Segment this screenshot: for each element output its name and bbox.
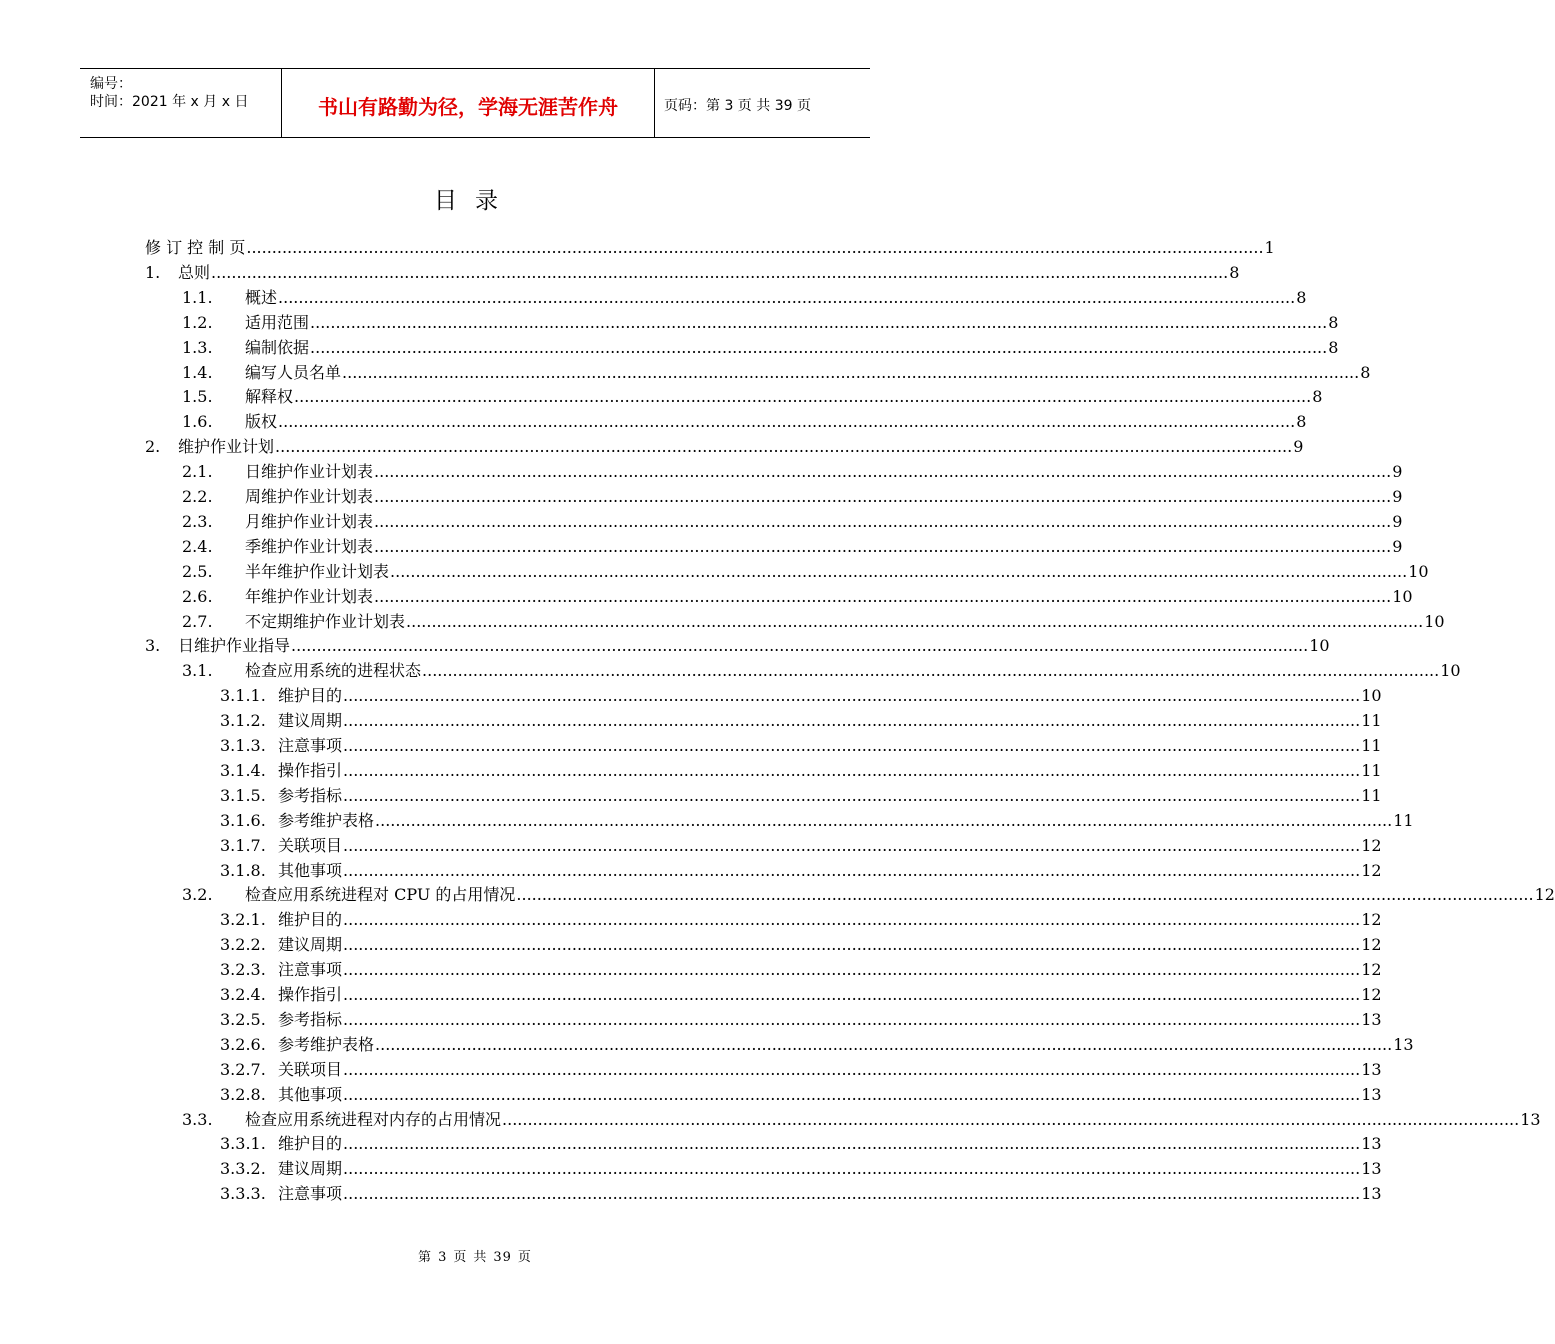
toc-entry-number: 1.3. xyxy=(182,337,213,357)
toc-entry-page-number: 8 xyxy=(1296,287,1307,307)
toc-entry-page-number: 13 xyxy=(1361,1159,1382,1179)
toc-dot-leader: ........................................................................................................................................................................................................ xyxy=(291,636,1309,656)
toc-entry-number: 3.1.7. xyxy=(220,835,266,855)
toc-entry[interactable] xyxy=(0,409,1307,434)
toc-entry-page-number: 10 xyxy=(1424,611,1445,631)
toc-entry-page-number: 13 xyxy=(1520,1109,1541,1129)
toc-entry-title: 建议周期 xyxy=(278,711,343,731)
toc-entry-number: 1.5. xyxy=(182,387,213,407)
toc-entry-page-number: 12 xyxy=(1361,985,1382,1004)
toc-entry-page-number: 10 xyxy=(1408,561,1429,581)
toc-dot-leader: ........................................................................................................................................................................................................ xyxy=(375,1034,1393,1054)
toc-entry-title: 其他事项 xyxy=(278,860,343,880)
footer-total-pages: 39 xyxy=(493,1250,512,1265)
toc-dot-leader: ........................................................................................................................................................................................................ xyxy=(343,1159,1361,1179)
toc-entry[interactable] xyxy=(0,833,1382,858)
toc-entry-page-number: 8 xyxy=(1328,312,1339,332)
toc-entry-number: 3.1.4. xyxy=(220,760,266,780)
toc-entry-number: 3.2.4. xyxy=(220,985,266,1004)
page-info: 页码：第 3 页 共 39 页 xyxy=(664,98,811,114)
toc-entry-page-number: 13 xyxy=(1393,1034,1414,1054)
toc-entry[interactable] xyxy=(0,260,1240,285)
toc-entry-title: 概述 xyxy=(245,287,278,307)
toc-entry-page-number: 13 xyxy=(1361,1084,1382,1104)
toc-entry-page-number: 9 xyxy=(1392,462,1403,482)
toc-entry-number: 3.3.2. xyxy=(220,1159,266,1179)
toc-entry-number: 2.6. xyxy=(182,586,213,606)
toc-dot-leader: ........................................................................................................................................................................................................ xyxy=(406,611,1424,631)
toc-entry-title: 编制依据 xyxy=(245,337,310,357)
toc-entry[interactable] xyxy=(0,658,1461,683)
toc-entry-title: 操作指引 xyxy=(278,985,343,1004)
toc-entry-number: 3.1.5. xyxy=(220,785,266,805)
toc-dot-leader: ........................................................................................................................................................................................................ xyxy=(343,985,1361,1004)
toc-entry-title: 注意事项 xyxy=(278,1184,343,1204)
toc-entry-title: 维护作业计划 xyxy=(178,437,275,457)
toc-dot-leader: ........................................................................................................................................................................................................ xyxy=(343,910,1361,930)
toc-entry-number: 2.5. xyxy=(182,561,213,581)
toc-entry[interactable] xyxy=(0,808,1414,833)
toc-entry-number: 3.1. xyxy=(182,661,213,681)
toc-entry-page-number: 9 xyxy=(1392,487,1403,506)
toc-entry-number: 1.2. xyxy=(182,312,213,332)
toc-entry-page-number: 12 xyxy=(1361,835,1382,855)
toc-entry[interactable] xyxy=(0,310,1339,335)
toc-entry-page-number: 8 xyxy=(1296,412,1307,432)
toc-entry-title: 周维护作业计划表 xyxy=(245,487,374,506)
toc-entry-number: 2.1. xyxy=(182,462,213,482)
toc-entry-title: 参考维护表格 xyxy=(278,810,375,830)
time-label: 时间：2021 年 x 月 x 日 xyxy=(90,94,249,110)
toc-entry[interactable] xyxy=(0,384,1323,409)
toc-entry-title: 月维护作业计划表 xyxy=(245,511,374,531)
toc-entry[interactable] xyxy=(0,534,1403,559)
toc-entry-number: 3.2.6. xyxy=(220,1034,266,1054)
toc-entry-page-number: 10 xyxy=(1361,686,1382,706)
toc-entry-title: 适用范围 xyxy=(245,312,310,332)
toc-entry-page-number: 11 xyxy=(1361,785,1382,805)
toc-dot-leader: ........................................................................................................................................................................................................ xyxy=(343,760,1361,780)
toc-entry-page-number: 8 xyxy=(1328,337,1339,357)
toc-entry-number: 2.3. xyxy=(182,511,213,531)
toc-entry[interactable] xyxy=(0,484,1403,509)
toc-dot-leader: ........................................................................................................................................................................................................ xyxy=(390,561,1408,581)
toc-entry-page-number: 12 xyxy=(1361,960,1382,980)
toc-dot-leader: ........................................................................................................................................................................................................ xyxy=(343,1009,1361,1029)
header-motto-cell xyxy=(282,69,655,137)
toc-entry-number: 1.6. xyxy=(182,412,213,432)
toc-entry-number: 3.1.8. xyxy=(220,860,266,880)
toc-entry-title: 总则 xyxy=(178,262,211,282)
toc-entry-page-number: 9 xyxy=(1293,437,1304,457)
toc-entry-page-number: 12 xyxy=(1534,885,1555,905)
toc-entry-title: 日维护作业计划表 xyxy=(245,462,374,482)
toc-entry[interactable] xyxy=(0,758,1382,783)
toc-dot-leader: ........................................................................................................................................................................................................ xyxy=(211,262,1229,282)
toc-entry-title: 建议周期 xyxy=(278,935,343,955)
toc-dot-leader: ........................................................................................................................................................................................................ xyxy=(375,810,1393,830)
toc-entry-title: 修 订 控 制 页 xyxy=(145,238,246,257)
toc-entry-title: 维护目的 xyxy=(278,686,343,706)
toc-entry-number: 1.4. xyxy=(182,362,213,382)
toc-entry[interactable] xyxy=(0,584,1413,609)
toc-entry-number: 3.1.3. xyxy=(220,736,266,755)
toc-entry[interactable] xyxy=(0,1156,1382,1181)
toc-entry-number: 3.1.1. xyxy=(220,686,266,706)
toc-entry-number: 3.3. xyxy=(182,1109,213,1129)
toc-dot-leader: ........................................................................................................................................................................................................ xyxy=(422,661,1440,681)
toc-entry-title: 日维护作业指导 xyxy=(178,636,291,656)
toc-entry[interactable] xyxy=(0,708,1382,733)
toc-entry[interactable] xyxy=(0,907,1382,932)
toc-entry[interactable] xyxy=(0,285,1307,310)
toc-entry-number: 3.3.1. xyxy=(220,1134,266,1154)
footer-page-word: 第 xyxy=(418,1250,433,1265)
toc-entry[interactable] xyxy=(0,335,1339,360)
toc-entry-number: 2. xyxy=(145,437,161,457)
toc-dot-leader: ........................................................................................................................................................................................................ xyxy=(374,462,1392,482)
toc-entry[interactable] xyxy=(0,609,1445,634)
toc-dot-leader: ........................................................................................................................................................................................................ xyxy=(343,785,1361,805)
toc-entry-title: 不定期维护作业计划表 xyxy=(245,611,406,631)
toc-entry-number: 2.2. xyxy=(182,487,213,506)
toc-entry[interactable] xyxy=(0,1057,1382,1082)
toc-entry-title: 年维护作业计划表 xyxy=(245,586,374,606)
header-page-cell xyxy=(655,69,870,137)
toc-entry-number: 2.4. xyxy=(182,536,213,556)
toc-dot-leader: ........................................................................................................................................................................................................ xyxy=(275,437,1293,457)
toc-entry-page-number: 11 xyxy=(1361,760,1382,780)
toc-entry-page-number: 13 xyxy=(1361,1184,1382,1204)
toc-dot-leader: ........................................................................................................................................................................................................ xyxy=(310,337,1328,357)
toc-entry[interactable] xyxy=(0,982,1382,1007)
toc-entry[interactable] xyxy=(0,1082,1382,1107)
toc-entry-page-number: 13 xyxy=(1361,1134,1382,1154)
toc-entry[interactable] xyxy=(0,360,1371,385)
toc-dot-leader: ........................................................................................................................................................................................................ xyxy=(343,1184,1361,1204)
toc-entry-number: 3.2.7. xyxy=(220,1059,266,1079)
toc-entry-title: 建议周期 xyxy=(278,1159,343,1179)
footer-page-unit: 页 xyxy=(453,1250,468,1265)
toc-entry[interactable] xyxy=(0,957,1382,982)
toc-entry[interactable] xyxy=(0,932,1382,957)
toc-entry-number: 3.2.3. xyxy=(220,960,266,980)
toc-entry-page-number: 10 xyxy=(1392,586,1413,606)
toc-entry-number: 3.2.5. xyxy=(220,1009,266,1029)
toc-entry-title: 参考维护表格 xyxy=(278,1034,375,1054)
toc-entry-page-number: 10 xyxy=(1440,661,1461,681)
toc-dot-leader: ........................................................................................................................................................................................................ xyxy=(516,885,1534,905)
toc-dot-leader: ........................................................................................................................................................................................................ xyxy=(374,511,1392,531)
footer-total-unit: 页 xyxy=(517,1250,532,1265)
toc-dot-leader: ........................................................................................................................................................................................................ xyxy=(278,412,1296,432)
footer-current-page: 3 xyxy=(438,1250,448,1265)
toc-entry[interactable] xyxy=(0,434,1304,459)
toc-entry-number: 3.2.2. xyxy=(220,935,266,955)
toc-entry-number: 2.7. xyxy=(182,611,213,631)
page-footer xyxy=(0,1246,950,1265)
toc-dot-leader: ........................................................................................................................................................................................................ xyxy=(374,586,1392,606)
toc-entry-number: 3.1.6. xyxy=(220,810,266,830)
toc-dot-leader: ........................................................................................................................................................................................................ xyxy=(278,287,1296,307)
toc-entry-title: 检查应用系统进程对 CPU 的占用情况 xyxy=(245,885,516,905)
toc-entry-number: 3.1.2. xyxy=(220,711,266,731)
toc-entry[interactable] xyxy=(0,783,1382,808)
toc-entry-page-number: 8 xyxy=(1360,362,1371,382)
toc-entry-page-number: 8 xyxy=(1312,387,1323,407)
toc-entry-page-number: 1 xyxy=(1264,238,1275,257)
toc-dot-leader: ........................................................................................................................................................................................................ xyxy=(502,1109,1520,1129)
toc-dot-leader: ........................................................................................................................................................................................................ xyxy=(343,835,1361,855)
toc-dot-leader: ........................................................................................................................................................................................................ xyxy=(343,711,1361,731)
toc-entry-number: 3.3.3. xyxy=(220,1184,266,1204)
toc-dot-leader: ........................................................................................................................................................................................................ xyxy=(343,935,1361,955)
toc-entry-title: 其他事项 xyxy=(278,1084,343,1104)
toc-entry-page-number: 11 xyxy=(1361,711,1382,731)
toc-entry-title: 注意事项 xyxy=(278,736,343,755)
toc-dot-leader: ........................................................................................................................................................................................................ xyxy=(342,362,1360,382)
header-meta-cell xyxy=(80,69,282,137)
toc-entry-number: 1. xyxy=(145,262,161,282)
toc-dot-leader: ........................................................................................................................................................................................................ xyxy=(343,1084,1361,1104)
toc-entry-number: 1.1. xyxy=(182,287,213,307)
toc-entry[interactable] xyxy=(0,459,1403,484)
toc-entry[interactable] xyxy=(0,733,1382,758)
toc-entry-title: 关联项目 xyxy=(278,1059,343,1079)
toc-entry[interactable] xyxy=(0,559,1429,584)
toc-entry-page-number: 9 xyxy=(1392,536,1403,556)
document-header xyxy=(80,68,870,138)
toc-entry-page-number: 12 xyxy=(1361,910,1382,930)
toc-entry[interactable] xyxy=(0,683,1382,708)
toc-entry-number: 3.2. xyxy=(182,885,213,905)
toc-dot-leader: ........................................................................................................................................................................................................ xyxy=(343,860,1361,880)
toc-entry-title: 注意事项 xyxy=(278,960,343,980)
toc-entry-number: 3.2.8. xyxy=(220,1084,266,1104)
toc-dot-leader: ........................................................................................................................................................................................................ xyxy=(310,312,1328,332)
page-title: 目录 xyxy=(434,188,516,214)
toc-entry-page-number: 13 xyxy=(1361,1059,1382,1079)
toc-entry-title: 关联项目 xyxy=(278,835,343,855)
motto: 书山有路勤为径，学海无涯苦作舟 xyxy=(318,95,618,119)
toc-entry-title: 检查应用系统进程对内存的占用情况 xyxy=(245,1109,502,1129)
toc-entry-title: 版权 xyxy=(245,412,278,432)
toc-entry-page-number: 8 xyxy=(1229,262,1240,282)
toc-entry-title: 检查应用系统的进程状态 xyxy=(245,661,422,681)
toc-entry[interactable] xyxy=(0,1032,1414,1057)
toc-dot-leader: ........................................................................................................................................................................................................ xyxy=(294,387,1312,407)
toc-entry[interactable] xyxy=(0,882,1555,907)
toc-dot-leader: ........................................................................................................................................................................................................ xyxy=(246,238,1264,257)
toc-entry[interactable] xyxy=(0,1007,1382,1032)
toc-entry[interactable] xyxy=(0,858,1382,883)
toc-entry-page-number: 9 xyxy=(1392,511,1403,531)
toc-entry-page-number: 13 xyxy=(1361,1009,1382,1029)
toc-entry-number: 3. xyxy=(145,636,161,656)
toc-dot-leader: ........................................................................................................................................................................................................ xyxy=(343,1134,1361,1154)
toc-dot-leader: ........................................................................................................................................................................................................ xyxy=(343,686,1361,706)
toc-dot-leader: ........................................................................................................................................................................................................ xyxy=(343,960,1361,980)
toc-entry-page-number: 10 xyxy=(1309,636,1330,656)
toc-entry-page-number: 12 xyxy=(1361,860,1382,880)
toc-entry-title: 维护目的 xyxy=(278,910,343,930)
toc-entry-page-number: 11 xyxy=(1393,810,1414,830)
toc-entry[interactable] xyxy=(0,1181,1382,1206)
toc-dot-leader: ........................................................................................................................................................................................................ xyxy=(374,487,1392,506)
toc-dot-leader: ........................................................................................................................................................................................................ xyxy=(343,736,1361,755)
toc-entry[interactable] xyxy=(0,235,1275,260)
footer-total-word: 共 xyxy=(473,1250,488,1265)
toc-entry[interactable] xyxy=(0,1107,1541,1132)
toc-entry-number: 3.2.1. xyxy=(220,910,266,930)
toc-entry-title: 参考指标 xyxy=(278,785,343,805)
toc-entry[interactable] xyxy=(0,509,1403,534)
toc-entry-title: 维护目的 xyxy=(278,1134,343,1154)
toc-entry-title: 季维护作业计划表 xyxy=(245,536,374,556)
toc-entry-page-number: 12 xyxy=(1361,935,1382,955)
toc-entry-title: 编写人员名单 xyxy=(245,362,342,382)
toc-entry-title: 操作指引 xyxy=(278,760,343,780)
toc-dot-leader: ........................................................................................................................................................................................................ xyxy=(374,536,1392,556)
toc-entry-page-number: 11 xyxy=(1361,736,1382,755)
toc-entry-title: 半年维护作业计划表 xyxy=(245,561,390,581)
toc-entry-title: 解释权 xyxy=(245,387,294,407)
toc-entry[interactable] xyxy=(0,633,1330,658)
toc-dot-leader: ........................................................................................................................................................................................................ xyxy=(343,1059,1361,1079)
toc-entry[interactable] xyxy=(0,1131,1382,1156)
number-label: 编号： xyxy=(90,76,132,92)
toc-entry-title: 参考指标 xyxy=(278,1009,343,1029)
